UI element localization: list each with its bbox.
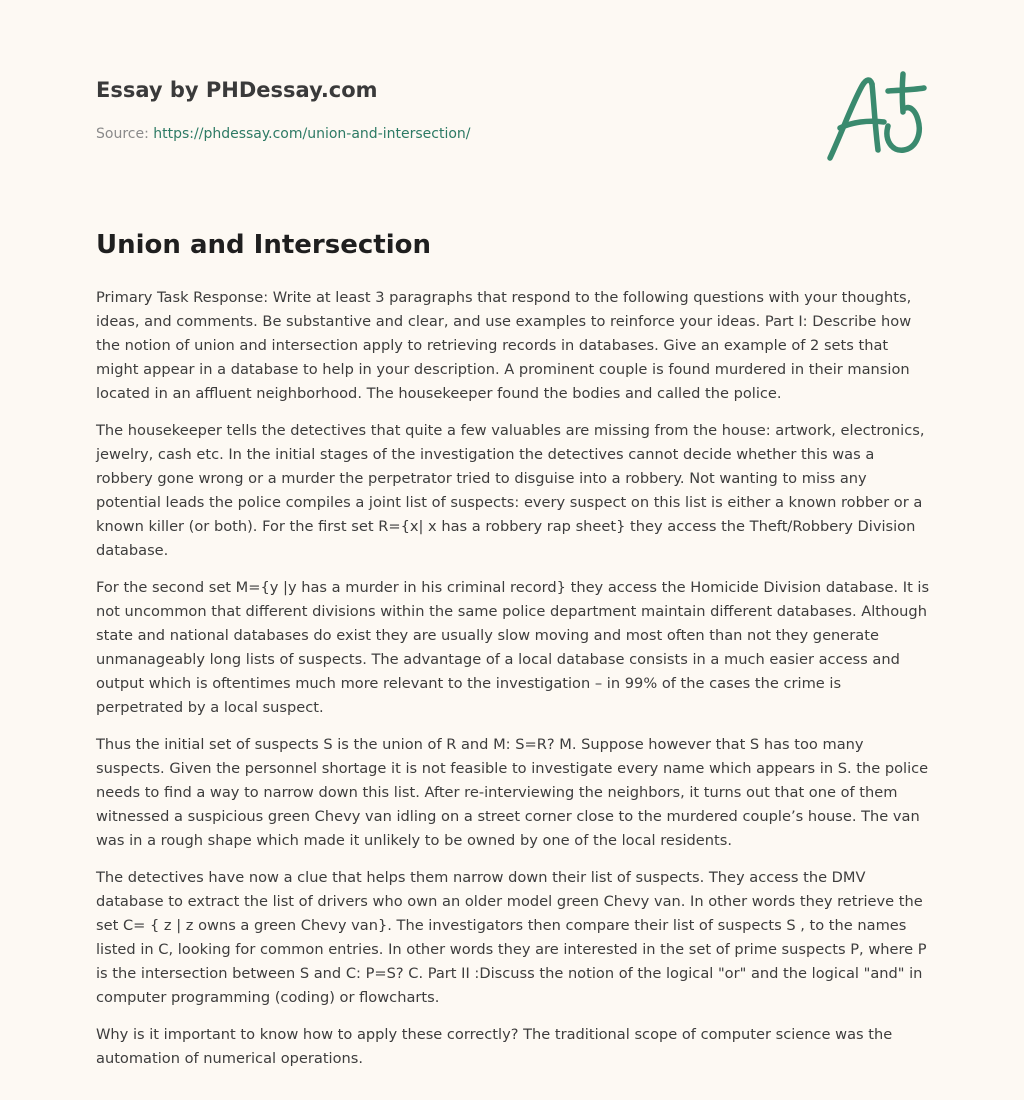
article xyxy=(96,226,932,1084)
article-paragraph: Thus the initial set of suspects S is the union of R and M: S=R? M. Suppose however that S has too many suspects. Given the personnel shortage it is not feasible to investigate every name which appears in S. the police needs to find a way to narrow down this list. After re-interviewing the neighbors, it turns out that one of them witnessed a suspicious green Chevy van idling on a street corner close to the murdered couple’s house. The van was in a rough shape which made it unlikely to be owned by one of the local residents. xyxy=(96,736,929,849)
source-line xyxy=(96,124,916,144)
source-label: Source: xyxy=(96,126,154,142)
article-paragraph: The housekeeper tells the detectives that quite a few valuables are missing from the house: artwork, electronics, jewelry, cash etc. In the initial stages of the investigation the detectives cannot decide whether this was a robbery gone wrong or a murder the perpetrator tried to disguise into a robbery. Not wanting to miss any potential leads the police compiles a joint list of suspects: every suspect on this list is either a known robber or a known killer (or both). For the first set R={x| x has a robbery rap sheet} they access the Theft/Robbery Division database. xyxy=(96,422,925,559)
page-header xyxy=(96,76,916,144)
article-paragraph: Primary Task Response: Write at least 3 paragraphs that respond to the following questions with your thoughts, ideas, and comments. Be substantive and clear, and use examples to reinforce your ideas. Part I: Describe how the notion of union and intersection apply to retrieving records in databases. Give an example of 2 sets that might appear in a database to help in your description. A prominent couple is found murdered in their mansion located in an affluent neighborhood. The housekeeper found the bodies and called the police. xyxy=(96,289,912,402)
site-title: Essay by PHDessay.com xyxy=(96,78,378,102)
article-title: Union and Intersection xyxy=(96,230,431,260)
article-paragraph: For the second set M={y |y has a murder in his criminal record} they access the Homicide Division database. It is not uncommon that different divisions within the same police department maintain different databases. Although state and national databases do exist they are usually slow moving and most often than not they generate unmanageably long lists of suspects. The advantage of a local database consists in a much easier access and output which is oftentimes much more relevant to the investigation – in 99% of the cases the crime is perpetrated by a local suspect. xyxy=(96,579,930,716)
article-paragraph: Why is it important to know how to apply these correctly? The traditional scope of computer science was the automation of numerical operations. xyxy=(96,1026,893,1067)
article-paragraph: The detectives have now a clue that helps them narrow down their list of suspects. They access the DMV database to extract the list of drivers who own an older model green Chevy van. In other words they retrieve the set C= { z | z owns a green Chevy van}. The investigators then compare their list of suspects S , to the names listed in C, looking for common entries. In other words they are interested in the set of prime suspects P, where P is the intersection between S and C: P=S? C. Part II :Discuss the notion of the logical "or" and the logical "and" in computer programming (coding) or flowcharts. xyxy=(96,869,927,1006)
source-link[interactable]: https://phdessay.com/union-and-intersection/ xyxy=(153,126,471,142)
a-plus-grade-icon xyxy=(818,64,930,168)
